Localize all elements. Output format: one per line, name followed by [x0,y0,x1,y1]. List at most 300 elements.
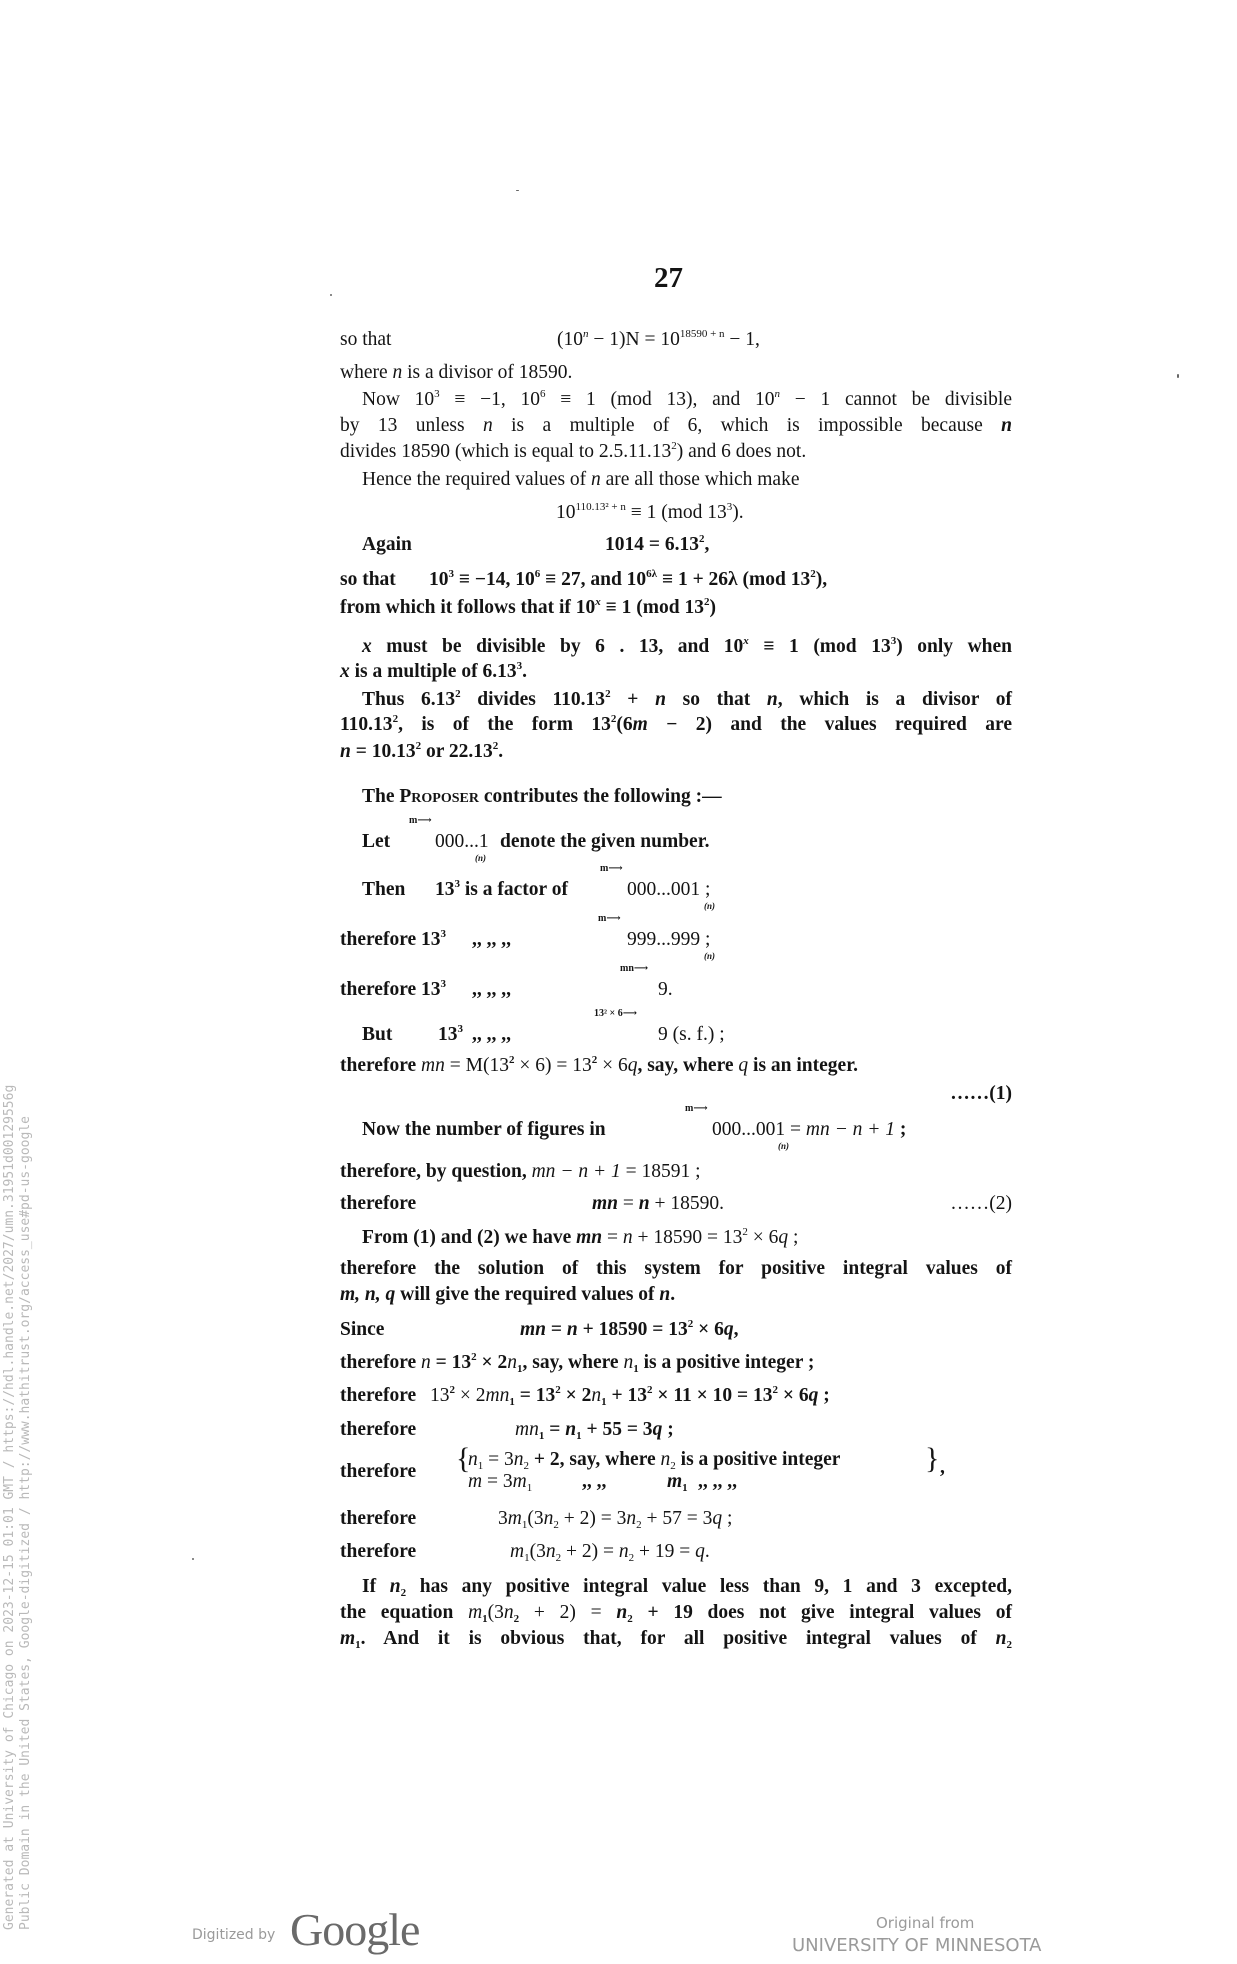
text: so that [340,329,392,350]
text-span: ≡ 1 (mod 13 [625,502,727,523]
text-span: . [522,661,527,682]
text-span: 10 [429,569,449,590]
text-span: q [778,1227,789,1248]
text-span: ≡ 1 (mod 13 [600,597,704,618]
text-line [340,361,1012,385]
text-span: n [543,1508,554,1529]
text-span: = [602,1227,623,1248]
text-line [340,740,1012,764]
superscript: 3 [448,568,454,580]
text-span: x [340,661,350,682]
subscript: 2 [636,1519,642,1531]
text-line [362,688,1012,712]
text-span: so that [340,569,396,590]
text-span: is a multiple of 6.13 [349,661,517,682]
text-span: n [566,1319,578,1340]
text-span: = M(13 [444,1055,509,1076]
subscript: 2 [513,1613,520,1625]
text-span: (n) [704,951,715,961]
text-span: × 6 [597,1055,628,1076]
text-span: + 19 does not give integral values of [632,1602,1012,1623]
superscript: 3 [440,978,447,990]
text-span: n [591,1385,602,1406]
text-span: × 11 × 10 = 13 [652,1385,773,1406]
text-span: are all those which make [600,469,800,490]
text-span: the equation [340,1602,469,1623]
subscript: 2 [670,1460,676,1472]
superscript: 2 [471,1351,477,1363]
text-span: n [638,1193,650,1214]
text-span: (6 [616,714,633,735]
text-span: therefore [340,1193,417,1214]
text-span: × 6 [747,1227,779,1248]
text-span: m [667,1471,683,1492]
text-span: (n) [475,853,486,863]
text-line [340,1257,1012,1281]
text-span: n [1001,415,1013,436]
text-span: − 1 cannot be divisible [779,389,1013,410]
text-span: m⟶ [600,863,623,874]
subscript: 1 [509,1396,515,1408]
text-span: . [498,741,504,762]
superscript: 2 [508,1054,515,1066]
text-span: q [808,1385,819,1406]
text-span: Hence the required values of [362,469,592,490]
text-span: × 2 [560,1385,592,1406]
text-line [340,660,1012,684]
text-span: 13² × 6⟶ [594,1008,638,1019]
text-span: If [362,1576,390,1597]
text-span: + 18590 = 13 [577,1319,688,1340]
superscript: 6λ [646,568,658,580]
superscript: 2 [492,740,499,752]
text-span: mn − n + 1 [805,1119,896,1140]
section-heading [362,785,1012,809]
text-span: 3 [498,1508,508,1529]
text-span: 110.13 [340,714,393,735]
watermark-line: Generated at University of Chicago on 2023-12-15 01:01 GMT / https://hdl.handle.net/2027/umn.31951d00129556g [2,1084,17,1930]
superscript: 3 [457,1023,463,1035]
text-span: + 2) = 3 [558,1508,627,1529]
text-span: + 57 = 3 [641,1508,713,1529]
text-span: ; [788,1227,799,1248]
text-line [340,596,1012,620]
text-span: , which is a divisor of [777,689,1012,710]
text-line [340,328,1012,352]
text-line [362,388,1012,412]
text-span: therefore [340,1541,417,1562]
text-span: . And it is obvious that, for all positive integral values of [360,1628,996,1649]
superscript: 3 [726,501,733,513]
superscript: 2 [555,1384,561,1396]
superscript: 3 [434,388,440,400]
text-span: n [766,689,778,710]
text-span [430,1384,830,1408]
text-span: mn [421,1055,445,1076]
text-span: n [421,1352,431,1373]
text-span: ) and 6 does not. [676,441,807,462]
subscript: 2 [523,1460,529,1472]
page-number: 27 [654,262,683,294]
text-span: ,, ,, [582,1471,607,1492]
text-span: where [340,362,393,383]
text-span: q [723,1319,734,1340]
text-span: divides 110.13 [460,689,606,710]
text-line [340,414,1012,438]
text-span: − 1, [724,329,760,350]
text-span: ). [732,502,744,523]
original-from-label: Original from [876,1914,975,1932]
text-span [429,568,827,592]
text-span: + [610,689,656,710]
subscript: 1 [682,1482,688,1494]
text-span: ≡ 1 + 26λ (mod 13 [657,569,811,590]
text-span [605,533,709,557]
text-line [340,440,1012,464]
text-span: ,, ,, ,, [472,929,511,950]
text-span: = 18591 ; [620,1161,701,1182]
text-span: − 2) and the values required are [647,714,1012,735]
text-span: = [544,1419,566,1440]
text-span: × 6) = 13 [514,1055,592,1076]
text-span: therefore [340,1461,417,1482]
text-span: therefore 13 [340,979,441,1000]
subscript: 2 [400,1587,407,1599]
text-line [340,1627,1012,1651]
text-span: 000...001 = [712,1119,806,1140]
text-span: m [340,1628,356,1649]
text-span: m [468,1471,483,1492]
text-span: m⟶ [685,1103,708,1114]
text-span: × 6 [777,1385,809,1406]
superscript: 3 [440,928,447,940]
text-line [340,1601,1012,1625]
text-span: = 3 [482,1471,513,1492]
text-span: = 13 [430,1352,472,1373]
text-span: Since [340,1319,385,1340]
text-line [362,468,1012,492]
superscript: n [583,328,589,340]
text-span: mn [592,1193,619,1214]
text-span: Now the number of figures in [362,1119,606,1140]
text-span: ≡ −1, 10 [439,389,541,410]
text-span: must be divisible by 6 . 13, and 10 [371,636,744,657]
superscript: 110.13² + n [575,501,626,513]
text-span: n [545,1541,556,1562]
text-span: q [652,1419,663,1440]
text-span: × 6 [693,1319,724,1340]
text-span: or 22.13 [421,741,493,762]
text-span: 9 (s. f.) ; [658,1024,725,1045]
text-span: n [392,362,403,383]
superscript: 2 [449,1384,455,1396]
text-span: 999...999 ; [627,929,711,950]
text-span: (10 [557,329,583,350]
text-span: ≡ 27, and 10 [540,569,647,590]
text-span: n [507,1352,518,1373]
superscript: 2 [392,713,399,725]
text-span: is a divisor of 18590. [402,362,573,383]
superscript: 2 [742,1226,748,1238]
text-span: ≡ −14, 10 [454,569,535,590]
right-brace: } [925,1442,940,1475]
text-span: n [503,1602,514,1623]
text-span: n [591,469,601,490]
text-span: 13 [438,1024,458,1045]
subscript: 1 [601,1396,607,1408]
text-span: (3 [529,1541,546,1562]
text-span: n [655,689,666,710]
subscript: 2 [1006,1639,1012,1651]
text-span: = 3 [483,1449,514,1470]
superscript: x [743,635,749,647]
text-span: is a multiple of 6, which is impossible because [492,415,1002,436]
text-span: divides 18590 (which is equal to 2.5.11.13 [340,441,672,462]
text-span [515,1418,674,1442]
superscript: 18590 + n [679,328,725,340]
text-span: ) only when [896,636,1013,657]
superscript: 2 [687,1318,694,1330]
text-span: m [510,1541,525,1562]
text-span: + 55 = 3 [581,1419,653,1440]
subscript: 2 [627,1613,633,1625]
text-span: (n) [778,1141,789,1151]
text-line [362,1103,1012,1151]
text-line [340,1540,1012,1564]
text-span: + 13 [606,1385,647,1406]
text-span: therefore [340,1419,417,1440]
text-span [435,878,568,902]
text-span: n [616,1602,628,1623]
text-span: is a factor of [460,879,568,900]
subscript: 2 [553,1519,559,1531]
text-line [340,1442,1012,1494]
text-line [362,815,1012,863]
left-brace: { [456,1442,471,1475]
text-span [712,1118,906,1142]
text-span: Thus 6.13 [362,689,456,710]
text-span: ……(2) [950,1193,1012,1214]
text-span: ,, ,, ,, [472,1024,511,1045]
text-span: q [738,1055,749,1076]
equation [557,328,760,352]
text-span: n [995,1628,1007,1649]
text-span: mn⟶ [620,963,649,974]
text-line [340,1418,1012,1442]
text-span: , [704,534,710,555]
subscript: 2 [555,1552,562,1564]
text-span: , [940,1457,945,1478]
speck [516,190,519,191]
text-span [556,501,744,525]
text-span: But [362,1024,393,1045]
text-span: 9. [658,979,673,1000]
superscript: 2 [699,533,705,545]
text-span: m [507,1508,522,1529]
text-span [592,1192,724,1216]
text-span: (3 [527,1508,544,1529]
text-span: 1014 = 6.13 [605,534,699,555]
text-line [340,1351,1012,1375]
text-span [510,1540,710,1564]
text-span: + 2) = [519,1602,617,1623]
speck [330,294,332,296]
text-span: Let [362,831,391,852]
text-span: m [512,1471,527,1492]
text-span: m, n, q [340,1284,396,1305]
text-span: ≡ 1 (mod 13 [748,636,891,657]
text-span: has any positive integral value less than 9, 1 and 3 excepted, [406,1576,1012,1597]
text-line [340,1318,1012,1342]
text-span: therefore [340,1508,417,1529]
hathitrust-watermark [2,1085,34,1930]
text-line [362,863,1012,911]
superscript: 2 [591,1054,598,1066]
text-span: mn [485,1385,510,1406]
text-span: n [622,1227,633,1248]
text-span: , say, where [522,1352,624,1373]
text-span: + 2) = [561,1541,619,1562]
text-span: so that [665,689,767,710]
text-line [340,1507,1012,1531]
text-span: mn [576,1227,603,1248]
text-span: from which it follows that if 10 [340,597,596,618]
text-span: ,, ,, ,, [472,979,511,1000]
subscript: 2 [628,1552,635,1564]
text-span: × 2 [455,1385,486,1406]
text-span: , is of the form 13 [398,714,611,735]
superscript: 6 [534,568,541,580]
text-span: ), [815,569,828,590]
text-span: + 2, say, where [529,1449,661,1470]
superscript: 3 [454,878,460,890]
subscript: 1 [524,1552,530,1564]
text-line [340,1192,1012,1216]
text-span: ,, ,, ,, [698,1471,737,1492]
text-span: m [468,1602,483,1623]
text-span: 10 [556,502,576,523]
subscript: 1 [521,1519,528,1531]
text-span: q [712,1508,723,1529]
text-span: is a positive integer [675,1449,841,1470]
text-span: Again [362,534,412,555]
superscript: 2 [415,740,422,752]
text-span: = 10.13 [350,741,416,762]
google-logo: Google [290,1904,420,1955]
text-span: 000...1 [435,831,489,852]
text-span: ; [662,1419,674,1440]
text-span [520,1318,738,1342]
text-span: is an integer. [748,1055,858,1076]
text-span [667,1470,688,1494]
superscript: 2 [455,688,461,700]
text-span: n [482,415,493,436]
text-span: Proposer [399,786,479,807]
text-span: ; [895,1119,907,1140]
text-span [500,830,709,854]
subscript: 1 [517,1363,523,1375]
text-line [362,1226,1012,1250]
text-span: × 2 [476,1352,508,1373]
text-span: n [340,741,351,762]
text-span: mn [520,1319,547,1340]
text-span: + 18590. [649,1193,724,1214]
text-span: n [468,1449,478,1470]
text-span: therefore, by question, [340,1161,532,1182]
superscript: x [595,596,601,608]
text-span: by 13 unless [340,415,483,436]
text-span: will give the required values of [395,1284,660,1305]
text-span: 13 [430,1385,450,1406]
text-span: ……(1) [950,1083,1012,1104]
text-span: (3 [487,1602,504,1623]
text-span: + 18590 = 13 [632,1227,743,1248]
text-span: ; [722,1508,733,1529]
digitized-by-label: Digitized by [192,1927,276,1943]
superscript: 2 [704,596,710,608]
text-span: is a positive integer ; [638,1352,815,1373]
text-line [340,1283,1012,1307]
subscript: 1 [538,1430,545,1442]
text-line [340,1160,1012,1184]
subscript: 1 [633,1363,639,1375]
text-span: contributes the following :— [478,786,722,807]
text-span [468,1470,532,1494]
text-span: (n) [704,901,715,911]
text-span: ; [818,1385,830,1406]
text-span: . [704,1541,710,1562]
text-span: mn − n + 1 [531,1161,621,1182]
speck [1177,374,1179,378]
text-span: denote the given number. [500,831,710,852]
watermark-line: Public Domain in the United States, Google-digitized / http://www.hathitrust.org/access_use#pd-us-google [18,1116,33,1930]
text-line [340,1384,1012,1408]
superscript: n [774,388,780,400]
text-span: , say, where [637,1055,739,1076]
text-span: 13 [435,879,455,900]
text-span: + 19 = [634,1541,696,1562]
text-span: , [733,1319,739,1340]
text-line [340,568,1012,592]
text-span: x [362,636,372,657]
superscript: 2 [610,713,617,725]
text-line [340,913,1012,961]
text-span: m⟶ [409,815,432,826]
superscript: 3 [516,660,523,672]
superscript: 2 [772,1384,778,1396]
text-span: n [618,1541,629,1562]
subscript: 1 [482,1613,488,1625]
text-span: = 13 [514,1385,556,1406]
institution-label: UNIVERSITY OF MINNESOTA [792,1935,1042,1956]
text-span: n [623,1352,634,1373]
text-line [340,963,1012,1002]
superscript: 2 [646,1384,653,1396]
text-span: therefore [340,1352,422,1373]
text-span: n [513,1449,524,1470]
text-span: therefore [340,1055,422,1076]
text-span [438,1023,463,1047]
text-span: From (1) and (2) we have [362,1227,577,1248]
text-span: 000...001 ; [627,879,711,900]
text-span: q [627,1055,638,1076]
speck [192,1558,194,1560]
text-span: therefore the solution of this system for positive integral values of [340,1258,1012,1279]
text-line [362,635,1012,659]
text-span: m [632,714,648,735]
text-span: n [660,1449,671,1470]
text-span [602,1227,798,1248]
